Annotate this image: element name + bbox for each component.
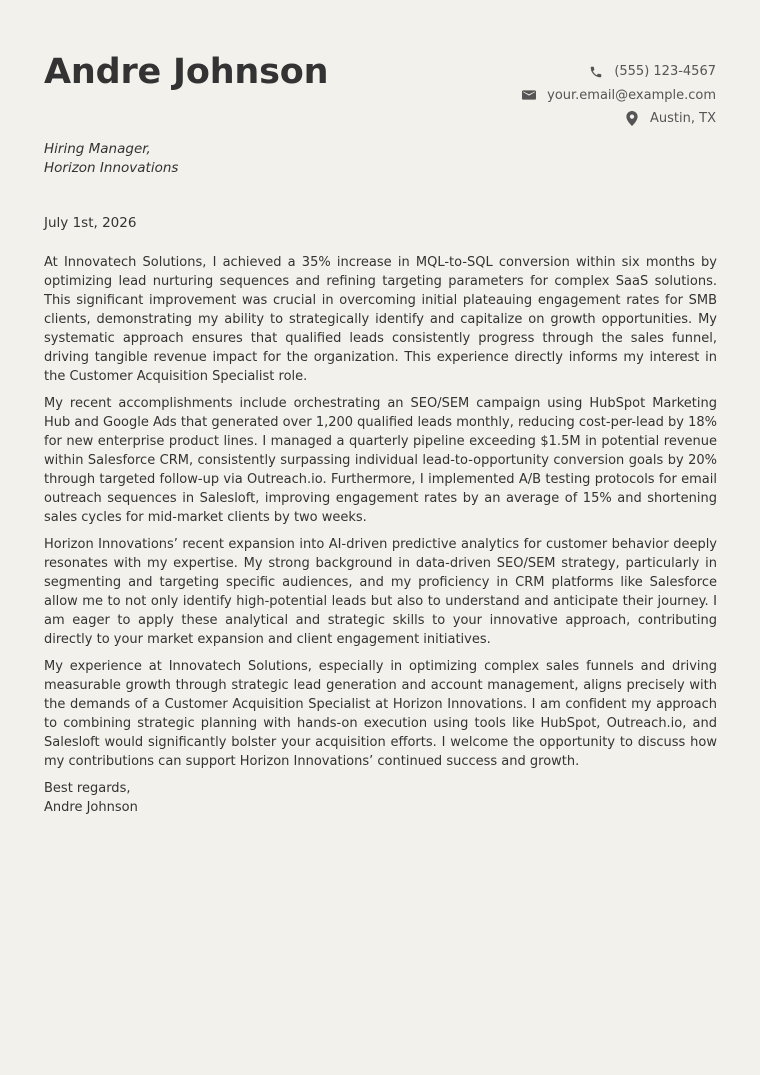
closing-block: [44, 779, 717, 817]
body-paragraph: My recent accomplishments include orchestrating an SEO/SEM campaign using HubSpot Marketing Hub and Google Ads that generated over 1,200 qualified leads monthly, reducing cost-per-lead by 18% for new enterprise product lines. I managed a quarterly pipeline exceeding $1.5M in potential revenue within Salesforce CRM, consistently surpassing individual lead-to-opportunity conversion goals by 20% through targeted follow-up via Outreach.io. Furthermore, I implemented A/B testing protocols for email outreach sequences in Salesloft, improving engagement rates by an average of 15% and shortening sales cycles for mid-market clients by two weeks.: [44, 396, 717, 525]
recipient-title: Hiring Manager,: [44, 141, 151, 157]
recipient-block: [44, 140, 178, 178]
body-paragraph: Horizon Innovations’ recent expansion into AI-driven predictive analytics for customer behavior deeply resonates with my expertise. My strong background in data-driven SEO/SEM strategy, particularly in segmenting and targeting specific audiences, and my proficiency in CRM platforms like Salesforce allow me to not only identify high-potential leads but also to understand and anticipate their journey. I am eager to apply these analytical and strategic skills to your innovative approach, contributing directly to your market expansion and client engagement initiatives.: [44, 537, 717, 647]
recipient-company: Horizon Innovations: [44, 160, 179, 176]
envelope-icon: [521, 87, 537, 103]
contact-phone-row: [521, 60, 716, 84]
map-pin-icon: [624, 111, 640, 127]
closing-signature: Andre Johnson: [44, 800, 138, 815]
body-paragraph: At Innovatech Solutions, I achieved a 35% increase in MQL-to-SQL conversion within six months by optimizing lead nurturing sequences and refining targeting parameters for complex SaaS solutions. This significant improvement was crucial in overcoming initial plateauing engagement rates for SMB clients, demonstrating my ability to strategically identify and capitalize on growth opportunities. My systematic approach ensures that qualified leads consistently progress through the sales funnel, driving tangible revenue impact for the organization. This experience directly informs my interest in the Customer Acquisition Specialist role.: [44, 255, 717, 384]
letter-date: July 1st, 2026: [44, 215, 137, 231]
contact-email[interactable]: your.email@example.com: [547, 87, 716, 103]
applicant-name: Andre Johnson: [44, 52, 329, 92]
contact-phone: (555) 123-4567: [614, 64, 716, 80]
contact-email-row: [521, 84, 716, 108]
body-paragraph: My experience at Innovatech Solutions, especially in optimizing complex sales funnels and driving measurable growth through strategic lead generation and account management, aligns precisely with the demands of a Customer Acquisition Specialist at Horizon Innovations. I am confident my approach to combining strategic planning with hands-on execution using tools like HubSpot, Outreach.io, and Salesloft would significantly bolster your acquisition efforts. I welcome the opportunity to discuss how my contributions can support Horizon Innovations’ continued success and growth.: [44, 659, 717, 769]
contact-location: Austin, TX: [650, 111, 716, 127]
phone-icon: [588, 64, 604, 80]
closing-salutation: Best regards,: [44, 781, 131, 796]
contact-block: [521, 60, 716, 131]
letter-body: [44, 253, 717, 817]
contact-location-row: [521, 107, 716, 131]
